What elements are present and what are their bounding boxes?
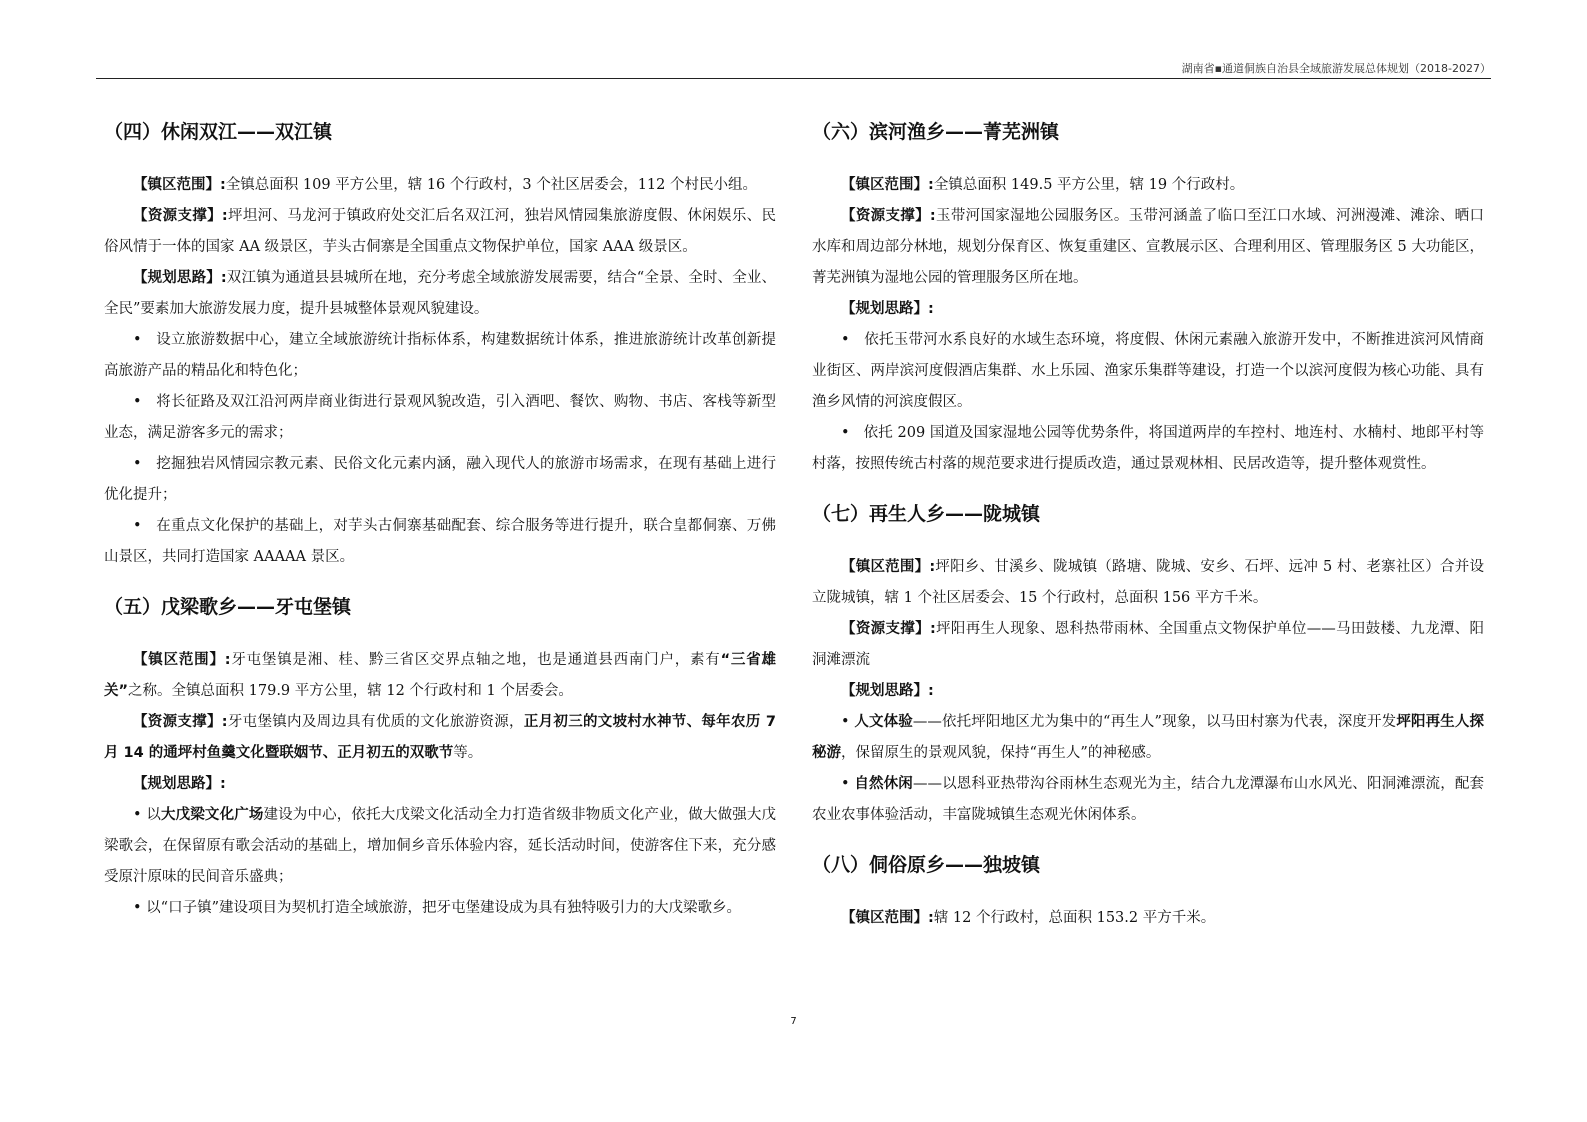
bullet-item <box>812 418 1484 480</box>
bullet-item <box>104 449 776 511</box>
text-resources: 等。 <box>453 745 483 761</box>
bullet-icon: • <box>133 807 142 823</box>
bullet-item <box>104 325 776 387</box>
label-ideas: 【规划思路】: <box>841 301 934 317</box>
paragraph-resources <box>104 707 776 769</box>
right-column <box>812 118 1484 934</box>
bullet-icon: • <box>133 456 142 472</box>
bullet-text: 将长征路及双江沿河两岸商业街进行景观风貌改造，引入酒吧、餐饮、购物、书店、客栈等新型业态，满足游客多元的需求； <box>104 394 777 441</box>
paragraph-ideas <box>812 676 1484 707</box>
bullet-text: 依托 209 国道及国家湿地公园等优势条件，将国道两岸的车控村、地连村、水楠村、地郎平村等村落，按照传统古村落的规范要求进行提质改造，通过景观林相、民居改造等，提升整体观赏性。 <box>812 425 1485 472</box>
label-resources: 【资源支撑】: <box>841 621 936 637</box>
text-resources: 坪阳再生人现象、恩科热带雨林、全国重点文物保护单位——马田鼓楼、九龙潭、阳洞滩漂流 <box>812 621 1484 668</box>
bullet-text: 挖掘独岩风情园宗教元素、民俗文化元素内涵，融入现代人的旅游市场需求，在现有基础上进行优化提升； <box>104 456 777 503</box>
text-scope: 牙屯堡镇是湘、桂、黔三省区交界点轴之地，也是通道县西南门户，素有 <box>230 652 721 668</box>
paragraph-ideas <box>104 263 776 325</box>
bullet-icon: • <box>841 776 850 792</box>
document-title: 湖南省▪通道侗族自治县全域旅游发展总体规划（2018-2027） <box>1181 62 1491 75</box>
text-resources: 玉带河国家湿地公园服务区。玉带河涵盖了临口至江口水域、河洲漫滩、滩涂、晒口水库和周边部分林地，规划分保育区、恢复重建区、宣教展示区、合理利用区、管理服务区 5 大功能区，菁芜洲镇为湿地公园的管理服务区所在地。 <box>812 208 1484 286</box>
page-header <box>96 58 1491 79</box>
paragraph-scope <box>104 170 776 201</box>
paragraph-scope <box>812 552 1484 614</box>
bullet-item <box>104 511 776 573</box>
bullet-icon: • <box>841 425 850 441</box>
section-title-yatunbao: （五）戊梁歌乡——牙屯堡镇 <box>104 596 352 618</box>
section-title-shuangjiang: （四）休闲双江——双江镇 <box>104 121 333 143</box>
text-scope: 之称。全镇总面积 179.9 平方公里，辖 12 个行政村和 1 个居委会。 <box>128 683 573 699</box>
bullet-label: 自然休闲 <box>854 776 913 792</box>
label-resources: 【资源支撑】: <box>841 208 936 224</box>
bullet-item <box>104 893 776 924</box>
bullet-text: 以 <box>146 807 161 823</box>
section-title-jingwuzhou: （六）滨河渔乡——菁芜洲镇 <box>812 121 1060 143</box>
bullet-icon: • <box>133 394 142 410</box>
text-scope: 全镇总面积 109 平方公里，辖 16 个行政村，3 个社区居委会，112 个村民小组。 <box>225 177 757 193</box>
paragraph-resources <box>812 201 1484 294</box>
bullet-text: 依托玉带河水系良好的水域生态环境，将度假、休闲元素融入旅游开发中，不断推进滨河风情商业街区、两岸滨河度假酒店集群、水上乐园、渔家乐集群等建设，打造一个以滨河度假为核心功能、具有渔乡风情的河滨度假区。 <box>812 332 1485 410</box>
bullet-text: 在重点文化保护的基础上，对芋头古侗寨基础配套、综合服务等进行提升，联合皇都侗寨、万佛山景区，共同打造国家 AAAAA 景区。 <box>104 518 777 565</box>
paragraph-scope <box>104 645 776 707</box>
bullet-item <box>104 800 776 893</box>
bullet-item <box>812 325 1484 418</box>
text-scope: 坪阳乡、甘溪乡、陇城镇（路塘、陇城、安乡、石坪、远冲 5 村、老寨社区）合并设立陇城镇，辖 1 个社区居委会、15 个行政村，总面积 156 平方千米。 <box>812 559 1484 606</box>
paragraph-scope <box>812 903 1484 934</box>
bullet-item <box>104 387 776 449</box>
bullet-icon: • <box>133 332 142 348</box>
label-ideas: 【规划思路】: <box>133 270 227 286</box>
left-column <box>104 118 776 924</box>
bullet-text: ——以恩科亚热带沟谷雨林生态观光为主，结合九龙潭瀑布山水风光、阳洞滩漂流，配套农业农事体验活动，丰富陇城镇生态观光休闲体系。 <box>812 776 1485 823</box>
label-ideas: 【规划思路】: <box>133 776 226 792</box>
text-scope: 辖 12 个行政村，总面积 153.2 平方千米。 <box>933 910 1216 926</box>
text-resources-emphasis: 正月初三的文坡村水神节、每年农历 7 月 14 的通坪村鱼羹文化暨联姻节、正月初五的双歌节 <box>104 714 776 761</box>
bullet-icon: • <box>841 714 850 730</box>
text-resources: 牙屯堡镇内及周边具有优质的文化旅游资源， <box>227 714 524 730</box>
label-scope: 【镇区范围】: <box>841 559 936 575</box>
bullet-text-emphasis: 坪阳再生人探秘游 <box>812 714 1485 761</box>
bullet-label: 人文体验 <box>854 714 913 730</box>
bullet-icon: • <box>133 900 142 916</box>
bullet-text: 设立旅游数据中心，建立全域旅游统计指标体系，构建数据统计体系，推进旅游统计改革创新提高旅游产品的精品化和特色化； <box>104 332 777 379</box>
section-title-dupo: （八）侗俗原乡——独坡镇 <box>812 854 1041 876</box>
bullet-text: 以“口子镇”建设项目为契机打造全域旅游，把牙屯堡建设成为具有独特吸引力的大戊梁歌乡。 <box>146 900 741 916</box>
text-ideas: 双江镇为通道县县城所在地，充分考虑全域旅游发展需要，结合“全景、全时、全业、全民”要素加大旅游发展力度，提升县城整体景观风貌建设。 <box>104 270 776 317</box>
label-scope: 【镇区范围】: <box>133 177 226 193</box>
paragraph-ideas <box>812 294 1484 325</box>
bullet-text: 建设为中心，依托大戊梁文化活动全力打造省级非物质文化产业，做大做强大戊梁歌会，在保留原有歌会活动的基础上，增加侗乡音乐体验内容，延长活动时间，使游客住下来，充分感受原汁原味的民间音乐盛典； <box>104 807 777 885</box>
text-scope: 全镇总面积 149.5 平方公里，辖 19 个行政村。 <box>933 177 1245 193</box>
paragraph-resources <box>104 201 776 263</box>
label-resources: 【资源支撑】: <box>133 714 228 730</box>
bullet-text: ——依托坪阳地区尤为集中的“再生人”现象，以马田村寨为代表，深度开发 <box>912 714 1397 730</box>
text-scope-emphasis: “三省雄关” <box>104 652 777 699</box>
label-ideas: 【规划思路】: <box>841 683 934 699</box>
bullet-item <box>812 769 1484 831</box>
paragraph-scope <box>812 170 1484 201</box>
bullet-icon: • <box>133 518 142 534</box>
paragraph-ideas <box>104 769 776 800</box>
bullet-text-emphasis: 大戊梁文化广场 <box>160 807 264 823</box>
bullet-item <box>812 707 1484 769</box>
bullet-icon: • <box>841 332 850 348</box>
text-resources: 坪坦河、马龙河于镇政府处交汇后名双江河，独岩风情园集旅游度假、休闲娱乐、民俗风情于一体的国家 AA 级景区，芋头古侗寨是全国重点文物保护单位，国家 AAA 级景区。 <box>104 208 776 255</box>
label-resources: 【资源支撑】: <box>133 208 228 224</box>
bullet-text: ，保留原生的景观风貌，保持“再生人”的神秘感。 <box>841 745 1161 761</box>
label-scope: 【镇区范围】: <box>133 652 231 668</box>
label-scope: 【镇区范围】: <box>841 177 934 193</box>
paragraph-resources <box>812 614 1484 676</box>
page-number: 7 <box>790 1016 797 1027</box>
label-scope: 【镇区范围】: <box>841 910 934 926</box>
section-title-longcheng: （七）再生人乡——陇城镇 <box>812 503 1041 525</box>
